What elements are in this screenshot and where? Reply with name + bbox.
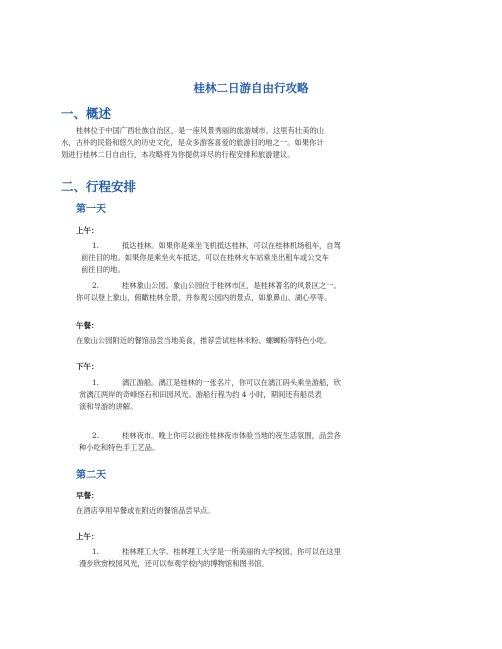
document-title: 桂林二日游自由行攻略 [193,81,309,95]
day2-breakfast-line: 在酒店享用早餐或在附近的餐馆品尝早点。 [76,506,215,515]
day1-item1-line-2: 前往目的地。如果你是乘坐火车抵达，可以在桂林火车站乘坐出租车或公交车 [81,253,330,262]
day1-item2-line-1: 2. 桂林象山公园。象山公园位于桂林市区，是桂林著名的风景区之一。 [92,281,341,290]
day1-item1-cont [81,252,329,276]
section-heading-overview: 一、概述 [61,106,112,121]
day1-lunch-line: 在象山公园附近的餐馆品尝当地美食，推荐尝试桂林米粉、螺蛳粉等特色小吃。 [76,336,332,345]
day1-item1-line-1: 1. 抵达桂林。如果你是乘坐飞机抵达桂林，可以在桂林机场租车，自驾 [92,241,341,250]
day2-heading: 第二天 [76,470,106,481]
day1-item3-line-1: 1. 漓江游船。漓江是桂林的一张名片，你可以在漓江码头乘坐游船，欣 [92,378,341,387]
day2-item1-cont [79,558,269,570]
day1-item2-cont [76,292,331,304]
overview-paragraph-cont [61,137,324,161]
day1-item3-line-3: 演和导游的讲解。 [79,402,138,411]
section-heading-itinerary: 二、行程安排 [61,179,137,194]
day1-morning-label: 上午： [76,226,99,235]
day2-item1-line-2: 漫步欣赏校园风光，还可以参观学校内的博物馆和图书馆。 [79,559,269,568]
day1-item3-cont [79,389,322,413]
day1-item3 [92,377,341,389]
day1-item2-line-2: 你可以登上象山，俯瞰桂林全景，并参观公园内的景点，如象鼻山、湖心亭等。 [76,293,332,302]
day1-item4-cont [79,442,159,454]
day1-item4 [92,430,341,442]
day1-item3-num: 1. [92,378,99,387]
day2-breakfast-text [76,505,215,517]
day1-afternoon-label: 下午： [76,362,99,371]
day1-item2 [92,280,341,292]
day2-breakfast-label: 早餐： [76,491,99,500]
day2-item1-line-1: 1. 桂林理工大学。桂林理工大学是一所美丽的大学校园，你可以在这里 [92,547,341,556]
day1-item3-line-2: 赏漓江两岸的奇峰怪石和田园风光。游船行程为约 4 小时，期间还有船员表 [79,390,322,399]
day2-item1-num: 1. [92,547,99,556]
day2-item1 [92,546,341,558]
day1-item1-line-3: 前往目的地。 [81,265,125,274]
day1-item4-line-2: 种小吃和特色手工艺品。 [79,443,160,452]
day1-item4-num: 2. [92,431,99,440]
day1-heading: 第一天 [76,204,106,215]
day1-item1-num: 1. [92,241,99,250]
day1-lunch-label: 午餐： [76,321,99,330]
overview-paragraph [76,125,324,137]
day1-lunch-text [76,335,331,347]
day1-item1 [92,240,341,252]
day1-item2-num: 2. [92,281,99,290]
day2-morning-label: 上午： [76,532,99,541]
overview-line-1: 桂林位于中国广西壮族自治区，是一座风景秀丽的旅游城市。这里有壮美的山 [76,126,325,135]
overview-line-3: 划进行桂林二日自由行，本攻略将为你提供详尽的行程安排和旅游建议。 [61,150,295,159]
overview-line-2: 水，古朴的民俗和悠久的历史文化，是众多游客喜爱的旅游目的地之一。如果你计 [61,138,324,147]
day1-item4-line-1: 2. 桂林夜市。晚上你可以前往桂林夜市体验当地的夜生活氛围，品尝各 [92,431,341,440]
